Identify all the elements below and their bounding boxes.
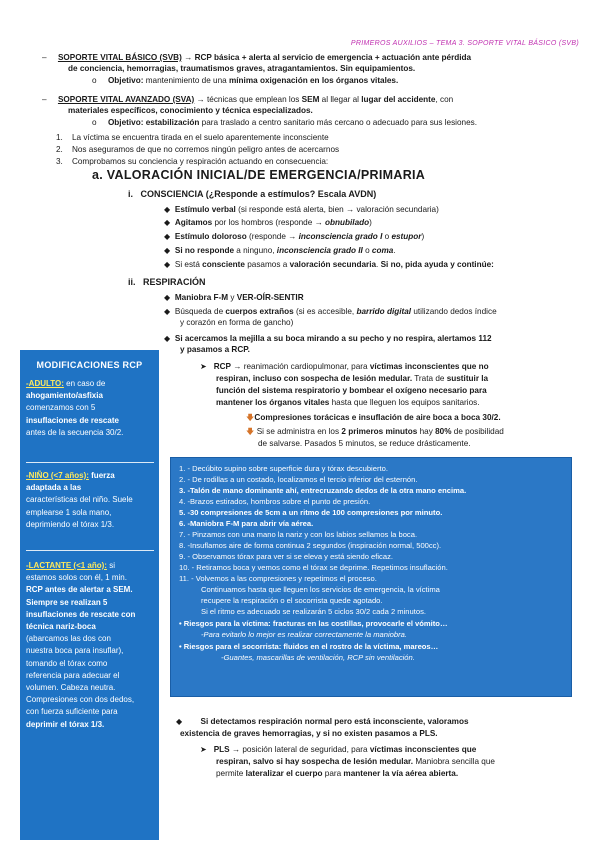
item-bold: consciente: [202, 260, 245, 269]
bullet: o: [92, 76, 97, 85]
sva-arrow-text: → técnicas que emplean los: [194, 95, 302, 104]
item-text: Búsqueda de: [174, 307, 226, 316]
pls-bold: respiran, salvo si hay sospecha de lesión medular.: [216, 757, 414, 766]
pls-bold: lateralizar el cuerpo: [245, 769, 323, 778]
step-note-3: Si el ritmo es adecuado se realizarán 5 ciclos 30/2 cada 2 minutos.: [201, 607, 426, 616]
item-bold: Estímulo verbal: [174, 205, 236, 214]
step-7: 7. - Pinzamos con una mano la nariz y con los labios sellamos la boca.: [179, 530, 418, 539]
item-text: (responde →: [246, 232, 299, 241]
item-bold: Maniobra F-M: [174, 293, 229, 302]
step-3: 3. -Talón de mano dominante ahí, entrecruzando dedos de la otra mano encima.: [179, 486, 467, 495]
item-bold: cuerpos extraños: [225, 307, 294, 316]
step-note-2: recupere la respiración o el socorrista quede agotado.: [201, 596, 383, 605]
objective-label: Objetivo:: [107, 118, 144, 127]
svb-line: [42, 53, 471, 64]
text-line: volumen. Cabeza neutra.: [26, 683, 116, 693]
item-text: La víctima se encuentra tirada en el suelo aparentemente inconsciente: [71, 133, 329, 142]
item-italic: estupor: [391, 232, 422, 241]
text-line: estamos solos con él, 1 min.: [26, 573, 127, 583]
rcp-line4: [216, 398, 480, 409]
rcp-bold: sustituir la: [446, 374, 489, 383]
item-text: pasamos a: [244, 260, 290, 269]
modificaciones-rcp-box: [20, 350, 159, 840]
rcp-text: → reanimación cardiopulmonar, para: [231, 362, 370, 371]
sva-objective: [92, 118, 477, 129]
text-line: deprimir el tórax 1/3.: [26, 719, 105, 729]
lactante-label: -LACTANTE (<1 año):: [26, 561, 107, 570]
adulto-block: [26, 378, 154, 439]
item-bold: Agitamos: [174, 218, 213, 227]
text-line: en caso de: [66, 379, 106, 388]
svb-objective: [92, 76, 398, 87]
rcp-line3: [216, 386, 487, 397]
rcp-sub1: [246, 413, 501, 424]
sva-end: , con: [435, 95, 454, 104]
respiracion-item-3: ◆ Si acercamos la mejilla a su boca mirando a su pecho y no respira, alertamos 112: [164, 334, 492, 343]
item-text: .: [376, 260, 381, 269]
item-bold: y pasamos a RCP.: [180, 345, 250, 354]
section-a-title: a. VALORACIÓN INICIAL/DE EMERGENCIA/PRIMARIA: [92, 168, 426, 182]
pls-line3: [216, 769, 458, 780]
rcp-text: hay: [417, 427, 436, 436]
bottom-line1: [176, 717, 469, 728]
risk-rescuer-note: -Guantes, mascarillas de ventilación, RCP sin ventilación.: [221, 653, 415, 662]
respiracion-heading: [128, 277, 206, 288]
objective-label: Objetivo:: [107, 76, 144, 85]
item-text: (si responde está alerta, bien → valoración secundaria): [235, 205, 439, 214]
pls-line1: [200, 745, 476, 756]
text-line: comenzamos con 5: [26, 403, 96, 413]
text-line: referencia para adecuar el: [26, 670, 120, 680]
text-line: antes de la secuencia 30/2.: [26, 427, 124, 437]
rcp-bold: función del sistema respiratorio y bombear el oxígeno necesario para: [216, 386, 487, 395]
item-text: a ninguno,: [234, 246, 277, 255]
sva-title: SOPORTE VITAL AVANZADO (SVA): [57, 95, 195, 104]
divider: [26, 462, 154, 463]
risk-victim: • Riesgos para la víctima: fracturas en las costillas, provocarle el vómito…: [179, 619, 448, 628]
pls-bold: mantener la vía aérea abierta.: [343, 769, 459, 778]
respiracion-item-2: ◆ Búsqueda de cuerpos extraños (si es accesible, barrido digital utilizando dedos índice: [164, 307, 497, 316]
respiracion-item-1: ◆ Maniobra F-M y VER-OÍR-SENTIR: [164, 293, 304, 302]
rcp-text: Trata de: [412, 374, 447, 383]
pls-bold: víctimas inconscientes que: [369, 745, 477, 754]
text-line: características del niño. Suele: [26, 495, 133, 505]
item-bold: Si no responde: [174, 246, 234, 255]
step-11: 11. - Volvemos a las compresiones y repetimos el proceso.: [179, 574, 377, 583]
item-text: Si está: [174, 260, 203, 269]
sidebox-title: MODIFICACIONES RCP: [36, 360, 143, 370]
pls-text: Maniobra sencilla que: [413, 757, 495, 766]
rcp-sub2: [246, 427, 504, 438]
text-line: Compresiones con dos dedos,: [26, 695, 135, 705]
arrow-icon: ➤: [200, 745, 207, 754]
text-line: tomando el tórax como: [26, 658, 108, 668]
nino-block: [26, 470, 154, 531]
arrow-down-icon: 🡇: [246, 413, 255, 422]
rcp-text: Si se administra en los: [256, 427, 342, 436]
pls-text: → posición lateral de seguridad, para: [229, 745, 370, 754]
item-italic: inconsciencia grado II: [276, 246, 363, 255]
pls-label: PLS: [213, 745, 230, 754]
lactante-block: [26, 560, 154, 731]
numbered-item-1: [56, 133, 329, 144]
rcp-label: RCP: [213, 362, 231, 371]
text-line: nuestra boca para insuflar),: [26, 646, 124, 656]
rcp-line2: [216, 374, 488, 385]
objective-text: para traslado a centro sanitario más cercano o adecuado para sus lesiones.: [199, 118, 478, 127]
sva-line2: [68, 106, 313, 117]
item-bold: VER-OÍR-SENTIR: [236, 293, 304, 302]
pls-line2: [216, 757, 495, 768]
text-line: (abarcamos las dos con: [26, 634, 111, 644]
rcp-text: hasta que lleguen los equipos sanitarios.: [329, 398, 480, 407]
rcp-text: de posibilidad: [451, 427, 504, 436]
rcp-bold: 2 primeros minutos: [341, 427, 418, 436]
arrow-icon: ➤: [200, 362, 207, 371]
pls-text: permite: [216, 769, 246, 778]
step-8: 8. -Insuflamos aire de forma continua 2 segundos (inspiración normal, 500cc).: [179, 541, 442, 550]
item-text: y: [228, 293, 237, 302]
item-number: 1.: [56, 133, 63, 142]
risk-victim-note: -Para evitarlo lo mejor es realizar correctamente la maniobra.: [201, 630, 407, 639]
step-10: 10. - Retiramos boca y vemos como el tórax se deprime. Repetimos insuflación.: [179, 563, 448, 572]
item-italic: inconsciencia grado I: [298, 232, 383, 241]
rcp-bold: Compresiones torácicas e insuflación de aire boca a boca 30/2.: [254, 413, 501, 422]
roman-number: i.: [128, 189, 134, 199]
rcp-steps-box: [170, 457, 572, 697]
text-line: insuflaciones de rescate: [26, 415, 119, 425]
text-line: emplearse 1 sola mano,: [26, 507, 112, 517]
text-line: deprimiendo el tórax 1/3.: [26, 519, 115, 529]
objective-bold: mínima oxigenación en los órganos vitales.: [229, 76, 399, 85]
bottom-text: Si detectamos respiración normal pero está inconsciente, valoramos: [200, 717, 469, 726]
divider: [26, 550, 154, 551]
respiracion-item-2-cont: y corazón en forma de gancho): [180, 318, 294, 327]
nino-label: -NIÑO (<7 años):: [26, 471, 89, 480]
conciencia-item-4: ◆ Si no responde a ninguno, inconsciencia grado II o coma.: [164, 246, 396, 255]
item-italic: obnubilado: [325, 218, 370, 227]
text-line: si: [109, 561, 115, 570]
objective-text: mantenimiento de una: [143, 76, 229, 85]
item-number: 2.: [56, 145, 63, 154]
rcp-bold: víctimas inconscientes que no: [369, 362, 489, 371]
text-line: insuflaciones de rescate con: [26, 609, 136, 619]
conciencia-item-5: ◆ Si está consciente pasamos a valoración secundaria. Si no, pida ayuda y continúe:: [164, 260, 494, 269]
respiracion-item-3-cont: [180, 345, 250, 356]
item-text: Comprobamos su conciencia y respiración actuando en consecuencia:: [71, 157, 329, 166]
conciencia-item-1: ◆ Estímulo verbal (si responde está alerta, bien → valoración secundaria): [164, 205, 439, 214]
item-text: o: [382, 232, 392, 241]
text-line: con fuerza suficiente para: [26, 707, 118, 717]
sva-mid: al llegar al: [319, 95, 362, 104]
lugar-text: lugar del accidente: [361, 95, 436, 104]
item-text: .: [393, 246, 396, 255]
item-bold: Si acercamos la mejilla a su boca mirando a su pecho y no respira, alertamos 112: [174, 334, 492, 343]
diamond-icon: ◆: [176, 717, 183, 726]
numbered-item-3: [56, 157, 328, 168]
conciencia-title: CONSCIENCIA (¿Responde a estímulos? Escala AVDN): [140, 189, 377, 199]
text-line: ahogamiento/asfixia: [26, 391, 103, 401]
objective-bold: estabilización: [143, 118, 200, 127]
rcp-bold: respiran, incluso con sospecha de lesión medular.: [216, 374, 413, 383]
sva-line2-text: materiales específicos, conocimiento y técnica especializados.: [68, 106, 313, 115]
conciencia-item-2: ◆ Agitamos por los hombros (responde → obnubilado): [164, 218, 372, 227]
step-5: 5. -30 compresiones de 5cm a un ritmo de 100 compresiones por minuto.: [179, 508, 443, 517]
bottom-text: existencia de graves hemorragias, y si no existen pasamos a PLS.: [180, 729, 438, 738]
item-italic: barrido digital: [356, 307, 412, 316]
item-text: Nos aseguramos de que no corremos ningún peligro antes de acercarnos: [71, 145, 340, 154]
text-line: técnica nariz-boca: [26, 622, 96, 632]
arrow-down-icon: 🡇: [246, 427, 255, 436]
item-text: ): [369, 218, 372, 227]
conciencia-item-3: ◆ Estímulo doloroso (responde → inconsciencia grado I o estupor): [164, 232, 425, 241]
adulto-label: -ADULTO:: [26, 379, 64, 388]
sva-line: [42, 95, 453, 106]
item-bold: valoración secundaria: [289, 260, 377, 269]
page-header: PRIMEROS AUXILIOS – TEMA 3. SOPORTE VITAL BÁSICO (SVB): [350, 40, 579, 47]
item-italic: coma: [371, 246, 394, 255]
svb-line2: [68, 64, 415, 75]
conciencia-heading: [128, 189, 376, 200]
item-text: por los hombros (responde →: [212, 218, 326, 227]
item-number: 3.: [56, 157, 63, 166]
bullet: o: [92, 118, 97, 127]
rcp-line1: [200, 362, 489, 373]
text-line: fuerza: [91, 471, 115, 480]
step-9: 9. - Observamos tórax para ver si se eleva y está siendo eficaz.: [179, 552, 393, 561]
item-bold: Si no, pida ayuda y continúe:: [380, 260, 494, 269]
step-2: 2. - De rodillas a un costado, localizamos el tercio inferior del esternón.: [179, 475, 418, 484]
sem-text: SEM: [301, 95, 320, 104]
bottom-line2: [180, 729, 438, 740]
item-bold: Estímulo doloroso: [174, 232, 247, 241]
svb-arrow-text: → RCP básica + alerta al servicio de emergencia + actuación ante pérdida: [181, 53, 472, 62]
item-text: ): [421, 232, 425, 241]
item-text: (si es accesible,: [293, 307, 357, 316]
respiracion-title: RESPIRACIÓN: [143, 277, 206, 287]
dash: –: [42, 53, 47, 62]
roman-number: ii.: [128, 277, 136, 287]
step-4: 4. -Brazos estirados, hombros sobre el punto de presión.: [179, 497, 371, 506]
step-note-1: Continuamos hasta que lleguen los servicios de emergencia, la víctima: [201, 585, 440, 594]
pls-text: para: [322, 769, 344, 778]
step-1: 1. - Decúbito supino sobre superficie dura y tórax descubierto.: [179, 464, 388, 473]
rcp-bold: mantener los órganos vitales: [216, 398, 330, 407]
text-line: RCP antes de alertar a SEM.: [26, 585, 133, 595]
rcp-sub2-cont: de salvarse. Pasados 5 minutos, se reduce drásticamente.: [258, 439, 471, 448]
text-line: Siempre se realizan 5: [26, 597, 108, 607]
item-text: utilizando dedos índice: [411, 307, 497, 316]
step-6: 6. -Maniobra F-M para abrir vía aérea.: [179, 519, 314, 528]
svb-title: SOPORTE VITAL BÁSICO (SVB): [57, 53, 182, 62]
risk-rescuer: • Riesgos para el socorrista: fluidos en el rostro de la víctima, mareos…: [179, 642, 439, 651]
svb-line2-text: de conciencia, hemorragias, traumatismos graves, atragantamientos. Sin equipamientos.: [68, 64, 416, 73]
text-line: adaptada a las: [26, 483, 82, 493]
dash: –: [42, 95, 47, 104]
item-text: o: [362, 246, 372, 255]
rcp-bold: 80%: [435, 427, 452, 436]
numbered-item-2: [56, 145, 339, 156]
